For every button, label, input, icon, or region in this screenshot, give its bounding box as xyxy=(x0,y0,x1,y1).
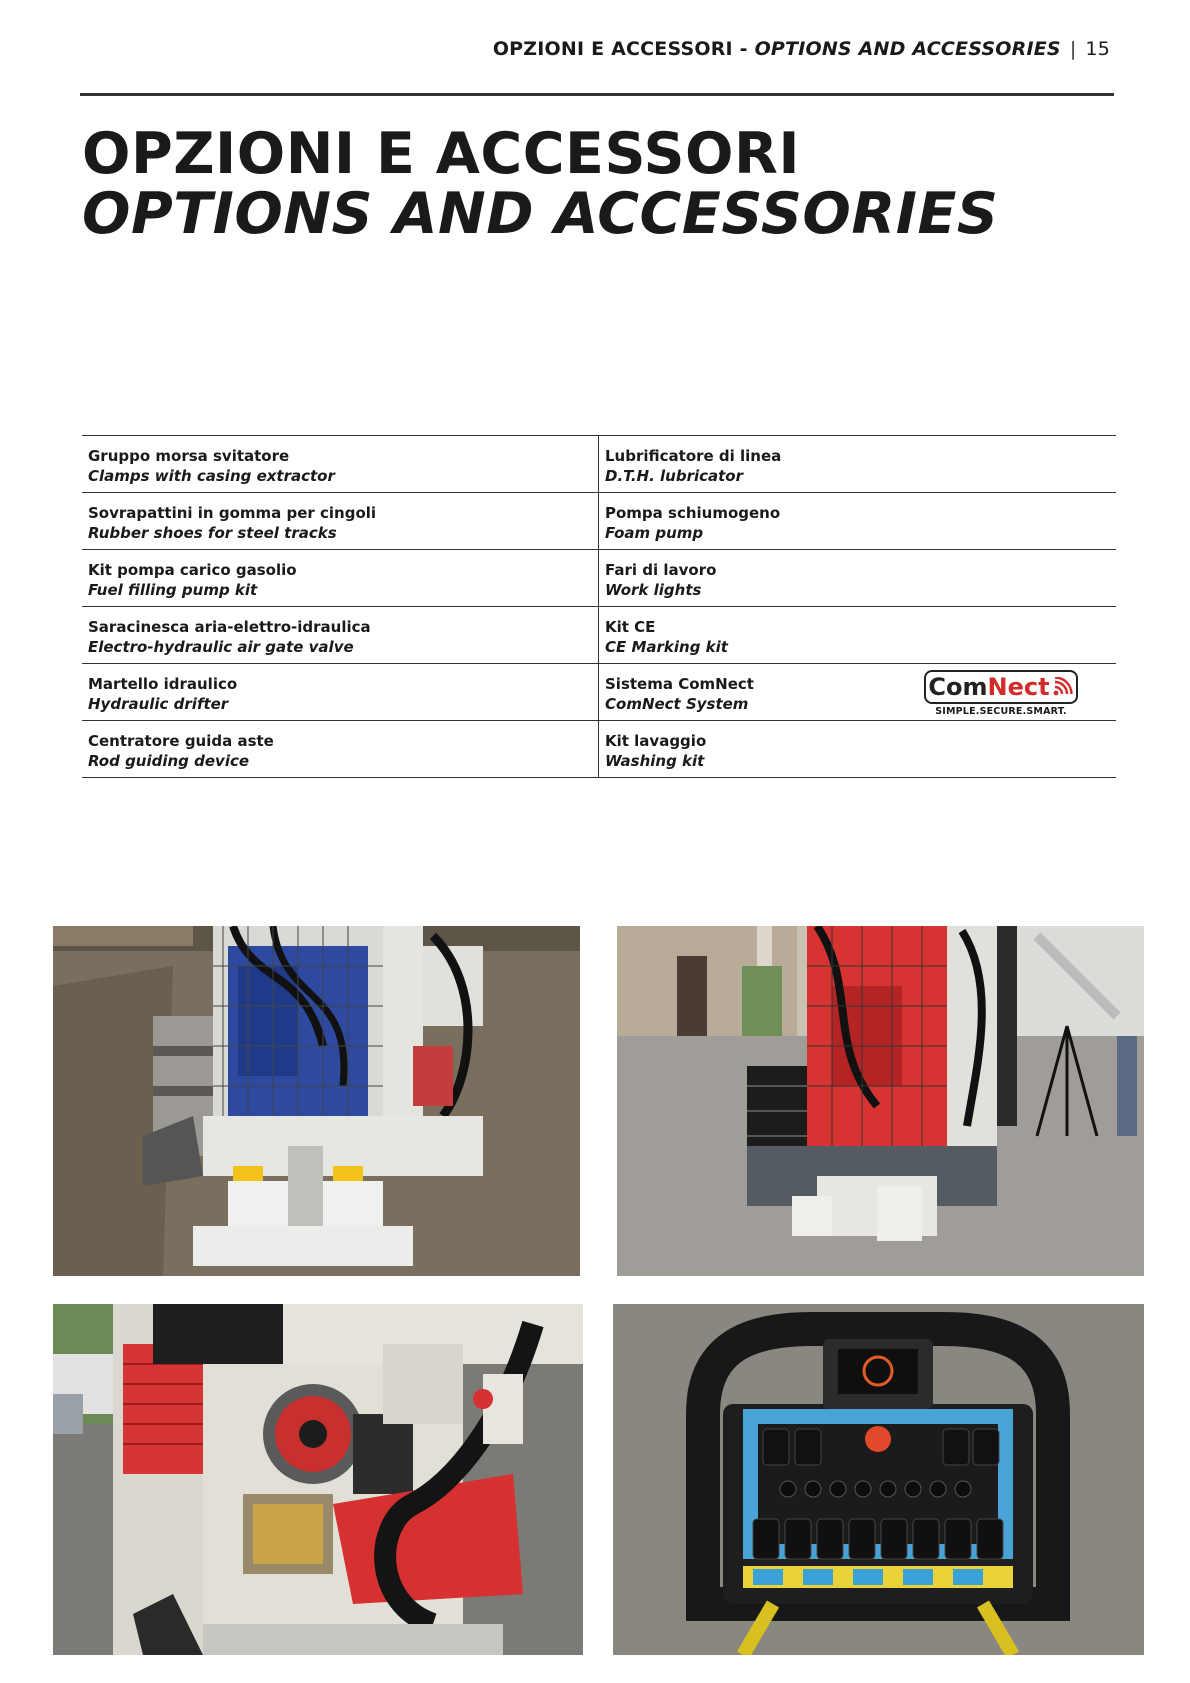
option-name-it: Pompa schiumogeno xyxy=(605,504,781,522)
option-name-en: Electro-hydraulic air gate valve xyxy=(88,638,354,656)
wifi-signal-icon xyxy=(1052,677,1074,697)
table-cell xyxy=(599,550,1116,606)
option-name-it: Lubrificatore di linea xyxy=(605,447,782,465)
option-name-en: Foam pump xyxy=(605,524,704,542)
option-name-en: Rubber shoes for steel tracks xyxy=(88,524,337,542)
option-name-it: Centratore guida aste xyxy=(88,732,274,750)
options-table xyxy=(82,435,1116,778)
option-name-it: Sistema ComNect xyxy=(605,675,754,693)
table-cell xyxy=(82,550,599,606)
table-cell xyxy=(82,493,599,549)
comnect-logo-text-2: Nect xyxy=(987,673,1050,701)
option-name-en: Work lights xyxy=(605,581,702,599)
option-name-it: Fari di lavoro xyxy=(605,561,717,579)
table-cell xyxy=(82,664,599,720)
comnect-logo xyxy=(924,670,1078,717)
option-name-it: Kit CE xyxy=(605,618,656,636)
option-name-en: ComNect System xyxy=(605,695,749,713)
table-cell xyxy=(599,607,1116,663)
option-name-en: D.T.H. lubricator xyxy=(605,467,743,485)
table-cell xyxy=(82,436,599,492)
table-cell xyxy=(82,721,599,777)
option-name-it: Sovrapattini in gomma per cingoli xyxy=(88,504,377,522)
option-name-en: Hydraulic drifter xyxy=(88,695,229,713)
table-row xyxy=(82,493,1116,550)
table-row xyxy=(82,550,1116,607)
photo-washing-kit-hose-reel xyxy=(53,1304,583,1655)
page-title-en: OPTIONS AND ACCESSORIES xyxy=(82,181,999,247)
table-cell xyxy=(599,664,1116,720)
table-row xyxy=(82,721,1116,778)
header-separator: | xyxy=(1069,38,1077,60)
header-title-it: OPZIONI E ACCESSORI - xyxy=(492,38,748,60)
page-title-it: OPZIONI E ACCESSORI xyxy=(82,121,801,187)
option-name-it: Kit pompa carico gasolio xyxy=(88,561,297,579)
table-cell xyxy=(82,607,599,663)
running-header xyxy=(493,38,1110,60)
table-row xyxy=(82,607,1116,664)
photo-clamps-casing-extractor xyxy=(53,926,580,1276)
header-rule xyxy=(80,93,1114,96)
option-name-en: Rod guiding device xyxy=(88,752,250,770)
table-cell xyxy=(599,721,1116,777)
page-number: 15 xyxy=(1085,38,1110,60)
table-cell xyxy=(599,493,1116,549)
header-title-en: OPTIONS AND ACCESSORIES xyxy=(754,38,1061,60)
option-name-en: Clamps with casing extractor xyxy=(88,467,335,485)
comnect-logo-box xyxy=(924,670,1078,704)
comnect-logo-text-1: Com xyxy=(928,673,988,701)
photo-radio-remote-control xyxy=(613,1304,1144,1655)
option-name-en: Fuel filling pump kit xyxy=(88,581,258,599)
page-title xyxy=(82,121,999,247)
comnect-tagline: SIMPLE.SECURE.SMART. xyxy=(935,706,1067,717)
option-name-en: Washing kit xyxy=(605,752,705,770)
photo-drill-mast-red-cage xyxy=(617,926,1144,1276)
table-row xyxy=(82,664,1116,721)
table-cell xyxy=(599,436,1116,492)
option-name-it: Gruppo morsa svitatore xyxy=(88,447,290,465)
option-name-it: Kit lavaggio xyxy=(605,732,707,750)
table-row xyxy=(82,436,1116,493)
option-name-it: Martello idraulico xyxy=(88,675,238,693)
option-name-en: CE Marking kit xyxy=(605,638,728,656)
option-name-it: Saracinesca aria-elettro-idraulica xyxy=(88,618,371,636)
